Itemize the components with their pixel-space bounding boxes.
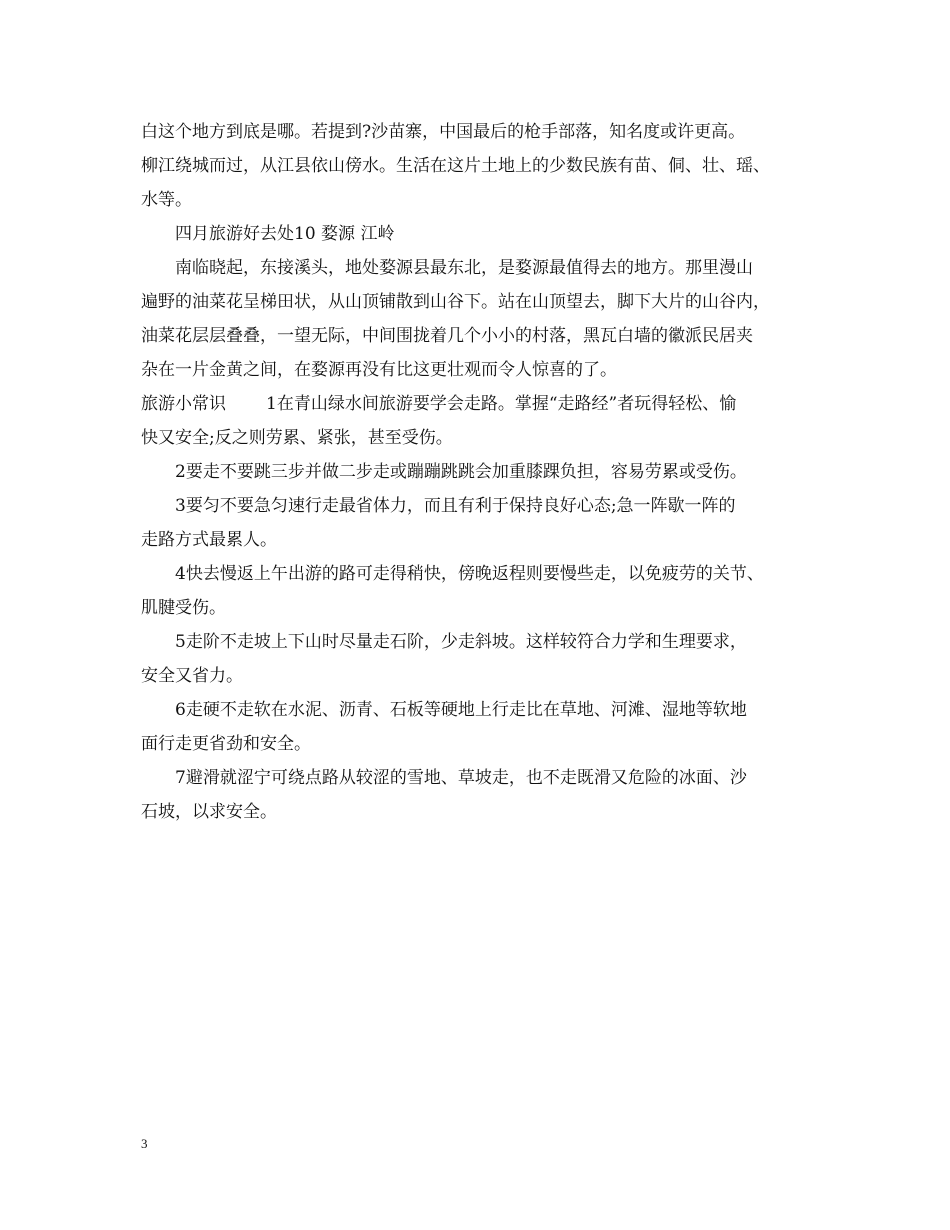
text-line: 快又安全;反之则劳累、紧张，甚至受伤。 (141, 428, 453, 448)
tip-line: 3要匀不要急匀速行走最省体力，而且有利于保持良好心态;急一阵歇一阵的 (175, 496, 736, 516)
tip-line: 2要走不要跳三步并做二步走或蹦蹦跳跳会加重膝踝负担，容易劳累或受伤。 (175, 462, 747, 482)
body-text (141, 115, 821, 829)
tip-line: 4快去慢返上午出游的路可走得稍快，傍晚返程则要慢些走，以免疲劳的关节、 (175, 564, 764, 584)
tip-line: 5走阶不走坡上下山时尽量走石阶，少走斜坡。这样较符合力学和生理要求， (175, 632, 747, 652)
text-line: 杂在一片金黄之间，在婺源再没有比这更壮观而令人惊喜的了。 (141, 360, 617, 380)
text-line: 柳江绕城而过，从江县依山傍水。生活在这片土地上的少数民族有苗、侗、壮、瑶、 (141, 156, 770, 176)
tips-line (141, 387, 821, 421)
tip-text: 1在青山绿水间旅游要学会走路。掌握“走路经”者玩得轻松、愉 (266, 394, 737, 414)
text-line: 白这个地方到底是哪。若提到?沙苗寨，中国最后的枪手部落，知名度或许更高。 (141, 122, 746, 142)
text-line: 石坡，以求安全。 (141, 802, 277, 822)
section-heading: 四月旅游好去处10 婺源 江岭 (175, 224, 395, 244)
page-number: 3 (141, 1136, 148, 1151)
text-line: 安全又省力。 (141, 666, 243, 686)
text-line: 面行走更省劲和安全。 (141, 734, 311, 754)
text-line: 肌腱受伤。 (141, 598, 226, 618)
text-line: 遍野的油菜花呈梯田状，从山顶铺散到山谷下。站在山顶望去，脚下大片的山谷内， (141, 292, 770, 312)
text-line: 走路方式最累人。 (141, 530, 277, 550)
text-line: 油菜花层层叠叠，一望无际，中间围拢着几个小小的村落，黑瓦白墙的徽派民居夹 (141, 326, 753, 346)
tips-heading: 旅游小常识 (141, 394, 226, 414)
text-line: 水等。 (141, 190, 192, 210)
text-line: 南临晓起，东接溪头，地处婺源县最东北，是婺源最值得去的地方。那里漫山 (175, 258, 753, 278)
tip-line: 7避滑就涩宁可绕点路从较涩的雪地、草坡走，也不走既滑又危险的冰面、沙 (175, 768, 747, 788)
tip-line: 6走硬不走软在水泥、沥青、石板等硬地上行走比在草地、河滩、湿地等软地 (175, 700, 747, 720)
